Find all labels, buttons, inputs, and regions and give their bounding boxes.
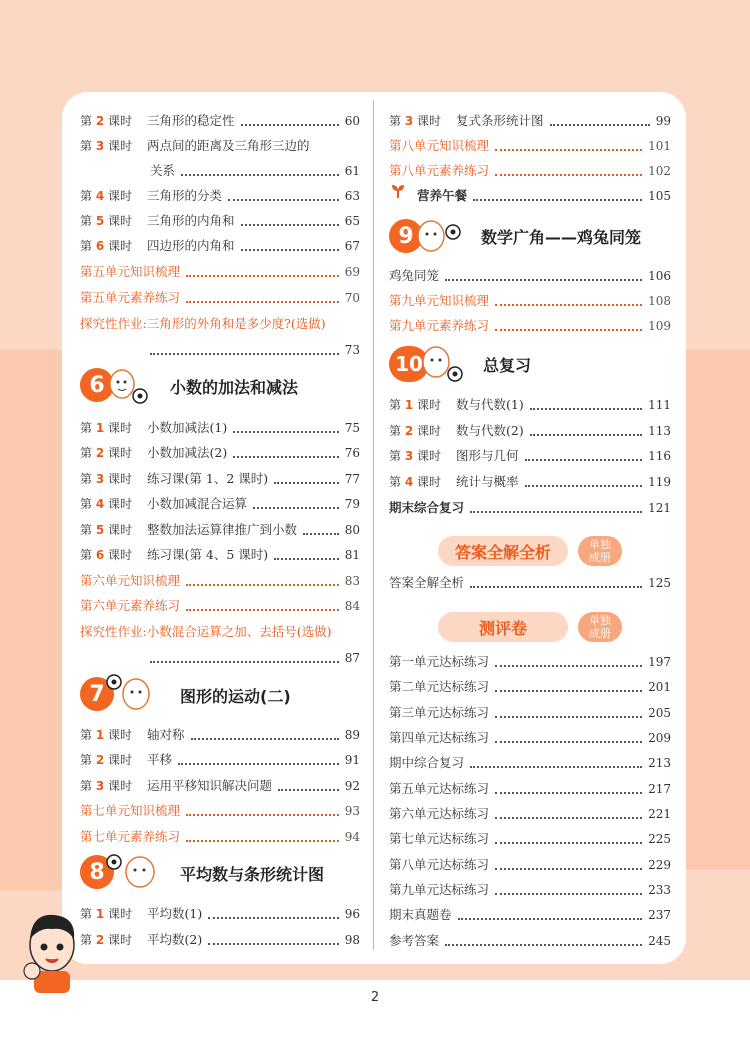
toc-review-entry[interactable]: 第九单元素养练习 109 [389, 318, 671, 333]
toc-inquiry-entry[interactable]: 探究性作业:小数混合运算之加、去括号(选做) [80, 624, 332, 639]
toc-test-entry[interactable]: 第八单元达标练习 229 [389, 857, 671, 872]
unit-title: 平均数与条形统计图 [180, 865, 325, 884]
toc-entry[interactable]: 第 5 课时 三角形的内角和 65 [80, 213, 360, 228]
toc-entry[interactable]: 第 3 课时 复式条形统计图 99 [389, 113, 671, 128]
toc-review-entry[interactable]: 第七单元知识梳理 93 [80, 803, 360, 818]
toc-review-entry[interactable]: 第六单元素养练习 84 [80, 598, 360, 613]
toc-inquiry-entry[interactable]: 探究性作业:三角形的外角和是多少度?(选做) [80, 316, 326, 331]
toc-entry[interactable]: 第 2 课时 平均数(2) 98 [80, 932, 360, 947]
toc-review-entry[interactable]: 第六单元知识梳理 83 [80, 573, 360, 588]
toc-entry[interactable]: 第 6 课时 练习课(第 4、5 课时) 81 [80, 547, 360, 562]
tests-section-title: 测评卷 [438, 612, 568, 642]
toc-test-entry[interactable]: 第五单元达标练习 217 [389, 781, 671, 796]
toc-entry[interactable]: 第 2 课时 三角形的稳定性 60 [80, 113, 360, 128]
toc-review-entry[interactable]: 第八单元知识梳理 101 [389, 138, 671, 153]
toc-entry[interactable]: 第 1 课时 轴对称 89 [80, 727, 360, 742]
toc-entry[interactable]: 第 4 课时 小数加减混合运算 79 [80, 496, 360, 511]
toc-test-entry[interactable]: 参考答案 245 [389, 933, 671, 948]
toc-test-entry[interactable]: 第六单元达标练习 221 [389, 806, 671, 821]
unit-number-badge: 6 [80, 368, 114, 402]
mascot-icon [104, 848, 160, 894]
unit-number-badge: 10 [389, 346, 429, 382]
toc-test-entry[interactable]: 第七单元达标练习 225 [389, 831, 671, 846]
toc-entry[interactable]: 第 1 课时 平均数(1) 96 [80, 906, 360, 921]
toc-entry[interactable]: 第 3 课时 图形与几何 116 [389, 448, 671, 463]
toc-entry[interactable]: 第 6 课时 四边形的内角和 67 [80, 238, 360, 253]
toc-entry[interactable]: 第 4 课时 三角形的分类 63 [80, 188, 360, 203]
mascot-icon [104, 670, 154, 716]
toc-entry[interactable]: 第 4 课时 统计与概率 119 [389, 474, 671, 489]
nutrition-lunch-entry[interactable]: 营养午餐 105 [417, 188, 671, 203]
toc-entry[interactable]: 鸡兔同笼 106 [389, 268, 671, 283]
unit-title: 小数的加法和减法 [170, 378, 299, 397]
mascot-icon [104, 362, 150, 408]
unit-number-badge: 7 [80, 677, 114, 711]
toc-review-entry[interactable]: 第五单元素养练习 70 [80, 290, 360, 305]
toc-entry[interactable]: 第 2 课时 小数加减法(2) 76 [80, 445, 360, 460]
toc-review-entry[interactable]: 第九单元知识梳理 108 [389, 293, 671, 308]
toc-entry[interactable]: 答案全解全析 125 [389, 575, 671, 590]
toc-entry[interactable]: 第 3 课时 练习课(第 1、2 课时) 77 [80, 471, 360, 486]
toc-test-entry[interactable]: 第三单元达标练习 205 [389, 705, 671, 720]
unit-title: 图形的运动(二) [180, 687, 291, 706]
toc-entry[interactable]: 第 3 课时 运用平移知识解决问题 92 [80, 778, 360, 793]
toc-entry-continued[interactable]: 关系 61 [150, 163, 360, 178]
toc-review-entry[interactable]: 第八单元素养练习 102 [389, 163, 671, 178]
mascot-icon [418, 340, 464, 386]
toc-entry[interactable]: 第 2 课时 平移 91 [80, 752, 360, 767]
toc-entry[interactable]: 第 1 课时 数与代数(1) 111 [389, 397, 671, 412]
toc-entry-continued[interactable]: 73 [150, 335, 360, 359]
sprout-icon [391, 183, 405, 199]
toc-entry[interactable]: 第 5 课时 整数加法运算律推广到小数 80 [80, 522, 360, 537]
toc-test-entry[interactable]: 期末真题卷 237 [389, 907, 671, 922]
toc-entry-continued[interactable]: 87 [150, 643, 360, 667]
unit-number-badge: 8 [80, 855, 114, 889]
final-review-entry[interactable]: 期末综合复习 121 [389, 500, 671, 515]
mascot-icon [413, 212, 463, 258]
unit-title: 总复习 [483, 356, 532, 375]
toc-test-entry[interactable]: 第一单元达标练习 197 [389, 654, 671, 669]
toc-entry[interactable]: 第 2 课时 数与代数(2) 113 [389, 423, 671, 438]
toc-test-entry[interactable]: 期中综合复习 213 [389, 755, 671, 770]
separate-volume-tag: 单独 成册 [578, 612, 622, 642]
answers-section-title: 答案全解全析 [438, 536, 568, 566]
boy-mascot-icon [18, 905, 82, 995]
column-divider [373, 100, 374, 950]
page-number: 2 [370, 990, 380, 1005]
toc-review-entry[interactable]: 第七单元素养练习 94 [80, 829, 360, 844]
toc-entry[interactable]: 第 3 课时 两点间的距离及三角形三边的 [80, 138, 310, 153]
right-decor-band [686, 350, 750, 870]
toc-test-entry[interactable]: 第四单元达标练习 209 [389, 730, 671, 745]
toc-entry[interactable]: 第 1 课时 小数加减法(1) 75 [80, 420, 360, 435]
unit-title: 数学广角——鸡兔同笼 [481, 228, 642, 247]
toc-review-entry[interactable]: 第五单元知识梳理 69 [80, 264, 360, 279]
unit-number-badge: 9 [389, 219, 423, 253]
toc-test-entry[interactable]: 第九单元达标练习 233 [389, 882, 671, 897]
separate-volume-tag: 单独 成册 [578, 536, 622, 566]
toc-test-entry[interactable]: 第二单元达标练习 201 [389, 679, 671, 694]
left-decor-band [0, 350, 70, 890]
